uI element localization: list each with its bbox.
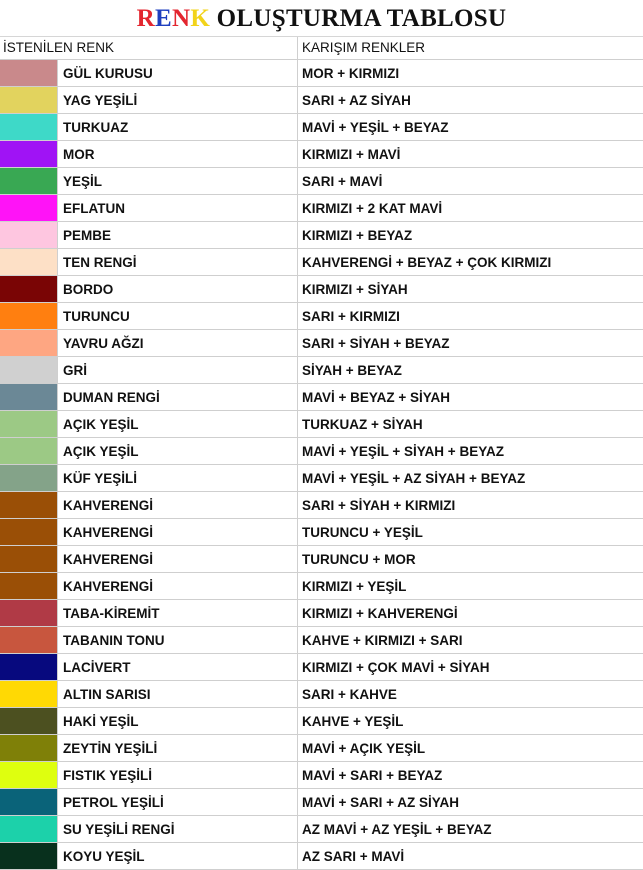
color-mix: MAVİ + AÇIK YEŞİL [302, 741, 426, 756]
color-name: HAKİ YEŞİL [58, 708, 298, 734]
color-swatch [0, 168, 58, 194]
table-row [0, 168, 643, 195]
color-mix: KIRMIZI + ÇOK MAVİ + SİYAH [302, 660, 490, 675]
color-mix: TURKUAZ + SİYAH [302, 417, 423, 432]
table-row [0, 519, 643, 546]
table-row [0, 141, 643, 168]
color-swatch [0, 141, 58, 167]
header-mixed-colors: KARIŞIM RENKLER [302, 40, 426, 55]
color-swatch [0, 546, 58, 572]
color-mix: MAVİ + SARI + AZ SİYAH [302, 795, 460, 810]
color-mix: SARI + MAVİ [302, 174, 383, 189]
table-row [0, 60, 643, 87]
color-swatch [0, 357, 58, 383]
color-name: GRİ [58, 357, 298, 383]
title-part: R [136, 5, 156, 32]
table-row [0, 492, 643, 519]
color-swatch [0, 87, 58, 113]
color-mix: TURUNCU + YEŞİL [302, 525, 423, 540]
color-swatch [0, 627, 58, 653]
color-mix: KAHVE + YEŞİL [302, 714, 404, 729]
color-mix: AZ MAVİ + AZ YEŞİL + BEYAZ [302, 822, 492, 837]
color-mix: KIRMIZI + MAVİ [302, 147, 401, 162]
color-swatch [0, 735, 58, 761]
color-swatch [0, 816, 58, 842]
color-name: ZEYTİN YEŞİLİ [58, 735, 298, 761]
title-part: N [172, 5, 191, 32]
table-row [0, 249, 643, 276]
color-swatch [0, 654, 58, 680]
color-name: KAHVERENGİ [58, 492, 298, 518]
color-swatch [0, 195, 58, 221]
table-row [0, 654, 643, 681]
color-swatch [0, 411, 58, 437]
color-name: TEN RENGİ [58, 249, 298, 275]
color-mix: AZ SARI + MAVİ [302, 849, 405, 864]
color-mix: MAVİ + YEŞİL + BEYAZ [302, 120, 449, 135]
table-row [0, 465, 643, 492]
color-swatch [0, 681, 58, 707]
table-row [0, 762, 643, 789]
table-row [0, 195, 643, 222]
color-name: FISTIK YEŞİLİ [58, 762, 298, 788]
color-mix: MAVİ + YEŞİL + AZ SİYAH + BEYAZ [302, 471, 526, 486]
table-row [0, 546, 643, 573]
color-name: KOYU YEŞİL [58, 843, 298, 869]
color-name: TABA-KİREMİT [58, 600, 298, 626]
table-row [0, 114, 643, 141]
color-mix: KIRMIZI + BEYAZ [302, 228, 413, 243]
color-swatch [0, 114, 58, 140]
color-mix: KIRMIZI + KAHVERENGİ [302, 606, 458, 621]
color-swatch [0, 519, 58, 545]
title-part: K [190, 5, 211, 32]
color-mix: SARI + AZ SİYAH [302, 93, 411, 108]
color-name: DUMAN RENGİ [58, 384, 298, 410]
color-name: TURUNCU [58, 303, 298, 329]
color-name: PETROL YEŞİLİ [58, 789, 298, 815]
table-row [0, 357, 643, 384]
color-swatch [0, 249, 58, 275]
table-row [0, 87, 643, 114]
color-swatch [0, 600, 58, 626]
color-name: GÜL KURUSU [58, 60, 298, 86]
title-part: E [155, 5, 172, 32]
color-swatch [0, 492, 58, 518]
table-row [0, 816, 643, 843]
color-mix: KIRMIZI + 2 KAT MAVİ [302, 201, 443, 216]
color-name: BORDO [58, 276, 298, 302]
color-mix: SARI + KIRMIZI [302, 309, 400, 324]
page-title [0, 0, 643, 37]
color-swatch [0, 789, 58, 815]
table-row [0, 708, 643, 735]
title-part: OLUŞTURMA TABLOSU [210, 5, 507, 32]
table-row [0, 600, 643, 627]
color-swatch [0, 222, 58, 248]
color-mix: KAHVE + KIRMIZI + SARI [302, 633, 463, 648]
color-mix: SİYAH + BEYAZ [302, 363, 402, 378]
color-swatch [0, 708, 58, 734]
color-name: SU YEŞİLİ RENGİ [58, 816, 298, 842]
table-row [0, 222, 643, 249]
table-row [0, 573, 643, 600]
table-row [0, 789, 643, 816]
header-requested-color: İSTENİLEN RENK [0, 37, 298, 59]
color-swatch [0, 762, 58, 788]
color-mix: KIRMIZI + YEŞİL [302, 579, 407, 594]
color-name: AÇIK YEŞİL [58, 411, 298, 437]
color-mix: KAHVERENGİ + BEYAZ + ÇOK KIRMIZI [302, 255, 552, 270]
color-name: EFLATUN [58, 195, 298, 221]
color-name: KÜF YEŞİLİ [58, 465, 298, 491]
color-swatch [0, 60, 58, 86]
color-mix: MAVİ + SARI + BEYAZ [302, 768, 443, 783]
color-name: LACİVERT [58, 654, 298, 680]
table-header [0, 37, 643, 60]
color-mix: TURUNCU + MOR [302, 552, 416, 567]
table-row [0, 384, 643, 411]
color-name: TABANIN TONU [58, 627, 298, 653]
color-swatch [0, 465, 58, 491]
table-row [0, 681, 643, 708]
color-mix: SARI + SİYAH + KIRMIZI [302, 498, 456, 513]
table-row [0, 843, 643, 870]
color-swatch [0, 330, 58, 356]
table-row [0, 330, 643, 357]
color-name: MOR [58, 141, 298, 167]
color-name: YAG YEŞİLİ [58, 87, 298, 113]
color-swatch [0, 276, 58, 302]
color-name: PEMBE [58, 222, 298, 248]
table-row [0, 438, 643, 465]
color-name: AÇIK YEŞİL [58, 438, 298, 464]
color-mix: SARI + SİYAH + BEYAZ [302, 336, 450, 351]
color-swatch [0, 843, 58, 869]
table-row [0, 276, 643, 303]
color-swatch [0, 573, 58, 599]
table-row [0, 735, 643, 762]
color-name: ALTIN SARISI [58, 681, 298, 707]
table-row [0, 411, 643, 438]
color-name: YAVRU AĞZI [58, 330, 298, 356]
color-mix: MAVİ + YEŞİL + SİYAH + BEYAZ [302, 444, 504, 459]
table-row [0, 303, 643, 330]
color-name: KAHVERENGİ [58, 546, 298, 572]
color-mix: SARI + KAHVE [302, 687, 397, 702]
color-swatch [0, 303, 58, 329]
color-swatch [0, 384, 58, 410]
color-mix: KIRMIZI + SİYAH [302, 282, 408, 297]
color-name: KAHVERENGİ [58, 573, 298, 599]
color-name: YEŞİL [58, 168, 298, 194]
color-swatch [0, 438, 58, 464]
color-name: KAHVERENGİ [58, 519, 298, 545]
color-mix: MAVİ + BEYAZ + SİYAH [302, 390, 451, 405]
table-row [0, 627, 643, 654]
color-table [0, 60, 643, 870]
color-name: TURKUAZ [58, 114, 298, 140]
color-mix: MOR + KIRMIZI [302, 66, 400, 81]
